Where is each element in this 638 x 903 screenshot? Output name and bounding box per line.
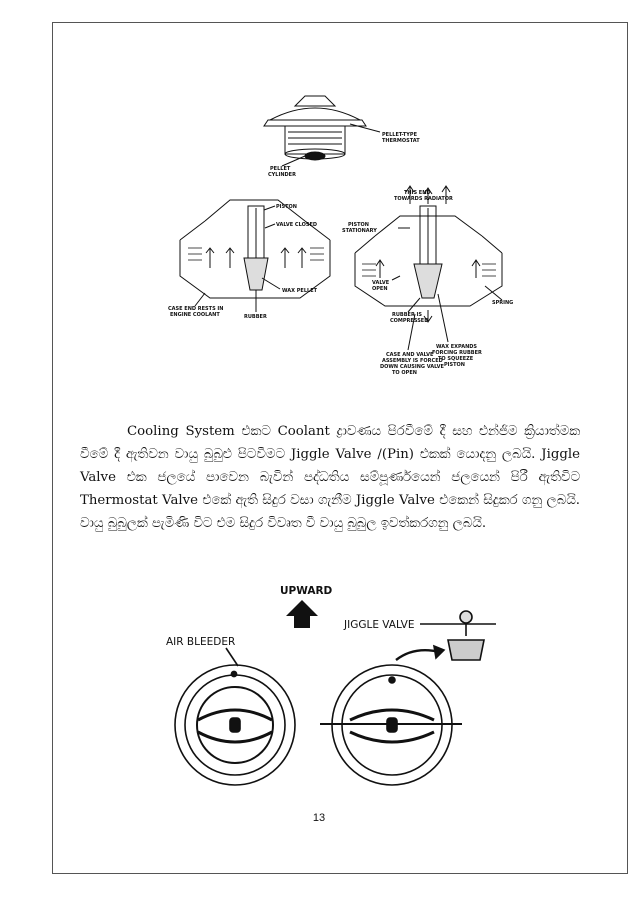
label-air-bleeder: AIR BLEEDER	[166, 636, 236, 648]
thermostat-diagram-labels	[168, 132, 513, 376]
label-wax-expands-1: WAX EXPANDS	[436, 344, 478, 350]
label-case-end-2: ENGINE COOLANT	[170, 312, 220, 318]
thermostat-diagram-svg	[110, 88, 530, 378]
label-rubber: RUBBER	[244, 314, 267, 320]
label-piston: PISTON	[276, 204, 297, 210]
label-open: OPEN	[372, 286, 388, 292]
body-paragraph: Cooling System එකට Coolant ද්‍රාවණය පිරවීමේ දී සහ එන්ජිම ක්‍රියාත්මක වීමේ දී ඇතිවන වායු බුබුළු පිටවීමට Jiggle Valve /(Pin) එකක් යොදනු ලබයි. Jiggle Valve එක ජලයේ පාවෙන බැවින් පද්ධතිය සම්පූර්ණයෙන් ජලයෙන් පිරී ඇතිවිට Thermostat Valve එකේ ඇති සිදුර වසා ගැනීම Jiggle Valve එකෙන් සිදුකර ගනු ලබයි. වායු බුබුලක් පැමිණි විට එම සිදුර විවෘත වී වායු බුබුල ඉවත්කරගනු ලබයි.	[80, 424, 580, 531]
label-pellet: PELLET	[270, 166, 291, 172]
label-compressed: COMPRESSED	[390, 318, 429, 324]
thermostat-diagram	[110, 88, 530, 378]
jiggle-valve-diagram-svg	[150, 570, 510, 790]
label-case-end-1: CASE END RESTS IN	[168, 306, 224, 312]
thermostat-face-left	[175, 665, 295, 785]
label-piston-2: PISTON	[348, 222, 369, 228]
label-case-valve-2: ASSEMBLY IS FORCED	[382, 358, 443, 364]
page-number: 13	[312, 812, 326, 824]
thermostat-closed-drawing	[180, 200, 330, 312]
label-jiggle-valve: JIGGLE VALVE	[344, 619, 415, 631]
pellet-thermostat-drawing	[264, 96, 380, 166]
label-thermostat: THERMOSTAT	[382, 138, 420, 144]
label-case-valve-1: CASE AND VALVE	[386, 352, 434, 358]
thermostat-face-right	[320, 665, 462, 785]
label-valve: VALVE	[372, 280, 390, 286]
label-pellet-type: PELLET-TYPE	[382, 132, 417, 138]
upward-arrow-icon	[286, 600, 318, 628]
label-stationary: STATIONARY	[342, 228, 377, 234]
label-spring: SPRING	[492, 300, 514, 306]
label-towards-radiator: TOWARDS RADIATOR	[394, 196, 453, 202]
label-wax-expands-2: FORCING RUBBER	[432, 350, 482, 356]
jiggle-valve-diagram	[150, 570, 510, 790]
label-wax-expands-4: PISTON	[444, 362, 465, 368]
label-wax-expands-3: TO SQUEEZE	[438, 356, 474, 362]
label-cylinder: CYLINDER	[268, 172, 296, 178]
label-valve-closed: VALVE CLOSED	[276, 222, 318, 228]
label-this-end: THIS END	[404, 190, 431, 196]
label-wax-pellet: WAX PELLET	[282, 288, 318, 294]
label-upward: UPWARD	[280, 585, 333, 597]
label-rubber-is: RUBBER IS	[392, 312, 422, 318]
label-case-valve-4: TO OPEN	[392, 370, 417, 376]
thermostat-open-drawing	[355, 186, 502, 350]
label-case-valve-3: DOWN CAUSING VALVE	[380, 364, 444, 370]
